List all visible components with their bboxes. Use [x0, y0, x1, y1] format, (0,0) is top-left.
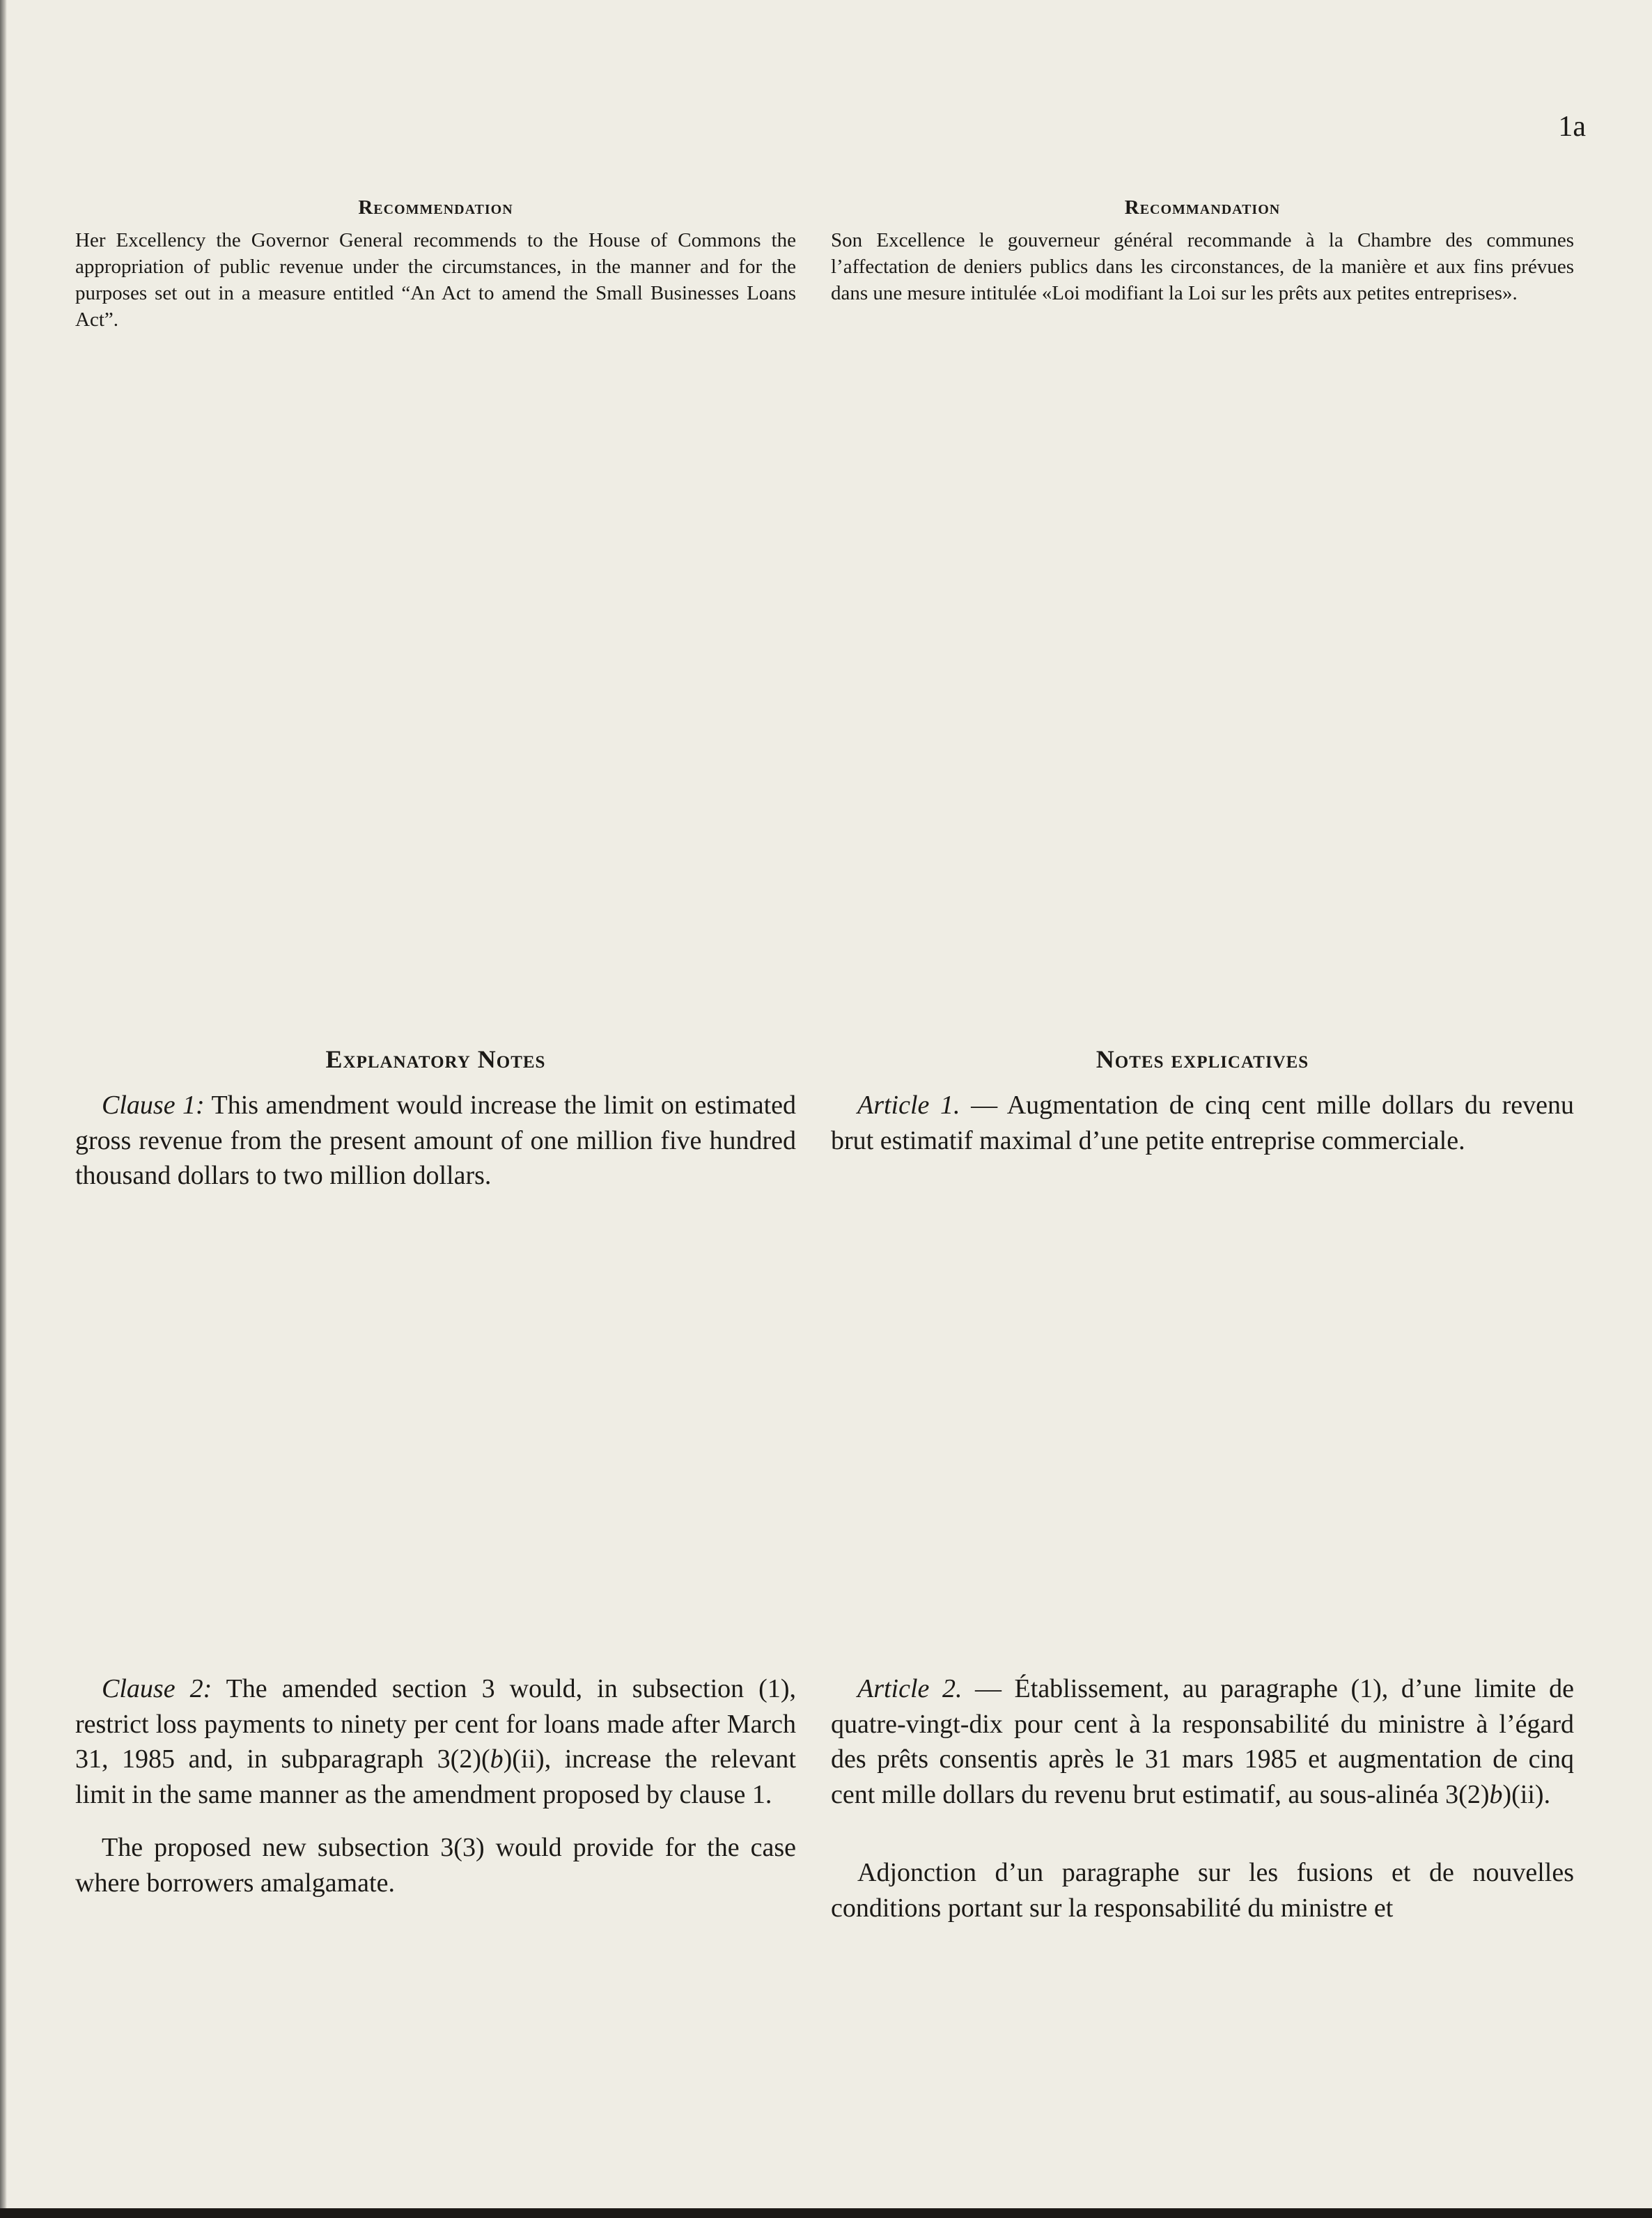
- page-number: 1a: [1558, 111, 1586, 143]
- explanatory-notes-fr: [831, 1045, 1574, 1176]
- article-1-text: — Augmentation de cinq cent mille dollars du revenu brut estimatif maximal d’une petite entreprise commerciale.: [831, 1091, 1575, 1155]
- clause-2-paragraph-2: The proposed new subsection 3(3) would provide for the case where borrowers amalgamate.: [75, 1833, 796, 1898]
- notes-heading-fr: Notes explicatives: [1096, 1045, 1309, 1073]
- explanatory-notes-en: [75, 1045, 796, 1212]
- clause-2-text-a: The amended section 3 would, in subsection (1), restrict loss payments to ninety per cent for loans made after March 31, 1985 and, in subparagraph 3(2)(: [75, 1674, 796, 1774]
- notes-heading-en: Explanatory Notes: [325, 1045, 546, 1073]
- article-1-note: [831, 1088, 1574, 1158]
- clause-2-label: Clause 2:: [102, 1674, 212, 1703]
- recommendation-text-en: Her Excellency the Governor General recommends to the House of Commons the appropriation of public revenue under the circumstances, in the manner and for the purposes set out in a measure entitled “An Act to amend the Small Businesses Loans Act”.: [75, 229, 796, 331]
- article-2-note: [831, 1671, 1574, 1812]
- article-2-text-b: )(ii).: [1502, 1779, 1551, 1809]
- page-edge: [0, 0, 7, 2218]
- clause-2-text-b: )(ii), increase the relevant limit in the same manner as the amendment proposed by clause 1.: [75, 1744, 796, 1809]
- recommendation-fr: [831, 196, 1574, 307]
- clause-1-text: This amendment would increase the limit on estimated gross revenue from the present amount of one million five hundred thousand dollars to two million dollars.: [75, 1091, 797, 1191]
- recommendation-heading-fr: Recommandation: [1124, 196, 1281, 219]
- article-2-text-a: — Établissement, au paragraphe (1), d’une limite de quatre-vingt-dix pour cent à la responsabilité du ministre à l’égard des prêts consentis après le 31 mars 1985 et augmentation de cinq cent mille dollars du revenu brut estimatif, au sous-alinéa 3(2): [831, 1674, 1574, 1809]
- article-2-label: Article 2.: [857, 1674, 963, 1703]
- article-1-label: Article 1.: [857, 1091, 960, 1120]
- clause-2-note: [75, 1671, 796, 1812]
- explanatory-notes-fr-article2: [831, 1671, 1574, 1944]
- bottom-edge-bar: [0, 2208, 1652, 2218]
- recommendation-heading-en: Recommendation: [358, 196, 513, 219]
- clause-1-note: [75, 1088, 796, 1194]
- clause-1-label: Clause 1:: [102, 1091, 205, 1120]
- explanatory-notes-en-clause2: [75, 1671, 796, 1919]
- article-2-paragraph-2: Adjonction d’un paragraphe sur les fusions et de nouvelles conditions portant sur la responsabilité du ministre et: [831, 1858, 1574, 1923]
- article-2-italic-b: b: [1489, 1779, 1503, 1809]
- recommendation-en: [75, 196, 796, 334]
- recommendation-text-fr: Son Excellence le gouverneur général recommande à la Chambre des communes l’affectation de deniers publics dans les circonstances, de la manière et aux fins prévues dans une mesure intitulée «Loi modifiant la Loi sur les prêts aux petites entreprises».: [831, 229, 1574, 304]
- clause-2-italic-b: b: [490, 1744, 504, 1774]
